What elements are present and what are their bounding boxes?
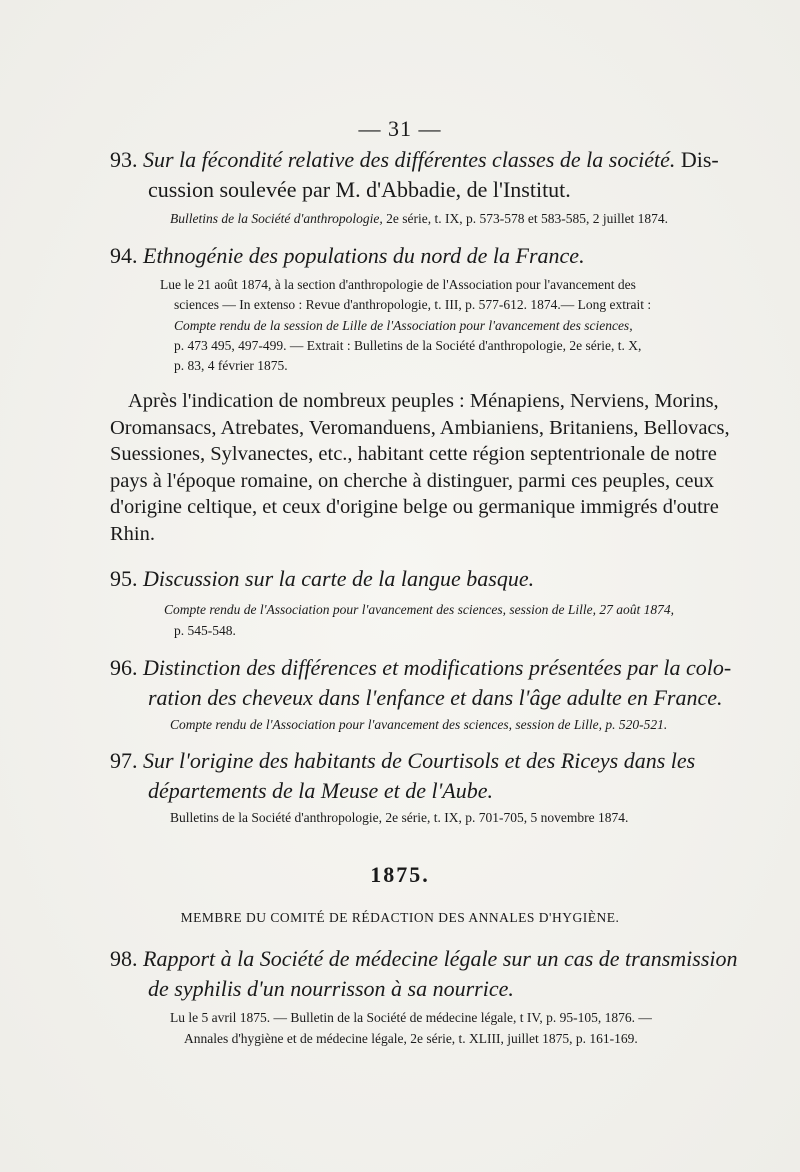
entry-98-ref-line-2: Annales d'hygiène et de médecine légale, 2e série, t. XLIII, juillet 1875, p. 161-169. [184, 1031, 638, 1046]
entry-95-title [110, 564, 760, 594]
entry-98-line2: de syphilis d'un nourrisson à sa nourrice. [148, 976, 514, 1001]
summary-line: d'origine celtique, et ceux d'origine belge ou germanique immigrés d'outre [110, 496, 719, 518]
entry-number: 97. [110, 748, 138, 773]
entry-94-title [110, 241, 760, 271]
entry-94-summary [110, 388, 770, 547]
entry-number: 95. [110, 566, 138, 591]
entry-94-ref-line-2: sciences — In extenso : Revue d'anthropologie, t. III, p. 577-612. 1874.— Long extrait : [174, 297, 652, 312]
entry-97-title [110, 746, 760, 776]
entry-number: 93. [110, 147, 138, 172]
reference-details: 2e série, t. IX, p. 573-578 et 583-585, 2 juillet 1874. [382, 211, 669, 226]
entry-title-text: Sur l'origine des habitants de Courtisols et des Riceys dans les [143, 748, 696, 773]
entry-title-text: Discussion sur la carte de la langue basque. [143, 566, 535, 591]
reference-journal: Bulletins de la Société d'anthropologie, [170, 211, 383, 226]
entry-96-line2: ration des cheveux dans l'enfance et dans l'âge adulte en France. [148, 685, 723, 710]
summary-line: Oromansacs, Atrebates, Veromanduens, Ambianiens, Britaniens, Bellovacs, [110, 416, 730, 439]
year-heading: 1875. [370, 862, 430, 887]
entry-94-ref-line-3: Compte rendu de la session de Lille de l'Association pour l'avancement des sciences, [174, 318, 633, 333]
section-heading: MEMBRE DU COMITÉ DE RÉDACTION DES ANNALES D'HYGIÈNE. [180, 910, 620, 925]
summary-line: Après l'indication de nombreux peuples : Ménapiens, Nerviens, Morins, [128, 390, 719, 412]
entry-title-text: Ethnogénie des populations du nord de la France. [143, 243, 585, 268]
entry-title-text: Distinction des différences et modifications présentées par la colo- [143, 655, 732, 680]
summary-line: pays à l'époque romaine, on cherche à distinguer, parmi ces peuples, ceux [110, 469, 714, 492]
entry-title-text: Sur la fécondité relative des différentes classes de la société. [143, 147, 676, 172]
entry-94-ref-line-4: p. 473 495, 497-499. — Extrait : Bulletins de la Société d'anthropologie, 2e série, t. X, [174, 338, 642, 353]
summary-line: Rhin. [110, 522, 155, 545]
entry-98-title [110, 944, 760, 974]
summary-line: Suessiones, Sylvanectes, etc., habitant cette région septentrionale de notre [110, 443, 717, 465]
entry-95-ref-line-2: p. 545-548. [174, 623, 236, 638]
entry-number: 94. [110, 243, 138, 268]
entry-93-reference [170, 209, 668, 228]
page-number: — 31 — [358, 116, 442, 141]
entry-96-title [110, 653, 760, 683]
entry-97-line2: départements de la Meuse et de l'Aube. [148, 778, 493, 803]
entry-number: 98. [110, 946, 138, 971]
entry-number: 96. [110, 655, 138, 680]
entry-97-ref-line-1: Bulletins de la Société d'anthropologie, 2e série, t. IX, p. 701-705, 5 novembre 1874. [170, 810, 629, 825]
entry-title-tail: Dis- [675, 147, 719, 172]
entry-title-text: Rapport à la Société de médecine légale sur un cas de transmission [143, 946, 738, 971]
entry-93-line2: cussion soulevée par M. d'Abbadie, de l'Institut. [148, 177, 571, 202]
entry-96-ref-line-1: Compte rendu de l'Association pour l'avancement des sciences, session de Lille, p. 520-521. [170, 717, 668, 732]
entry-93-title [110, 145, 760, 175]
entry-94-ref-line-5: p. 83, 4 février 1875. [174, 358, 288, 373]
entry-94-ref-line-1: Lue le 21 août 1874, à la section d'anthropologie de l'Association pour l'avancement des [160, 277, 636, 292]
entry-98-ref-line-1: Lu le 5 avril 1875. — Bulletin de la Société de médecine légale, t IV, p. 95-105, 1876. — [170, 1010, 652, 1025]
entry-95-ref-line-1: Compte rendu de l'Association pour l'avancement des sciences, session de Lille, 27 août 1874, [164, 602, 674, 617]
